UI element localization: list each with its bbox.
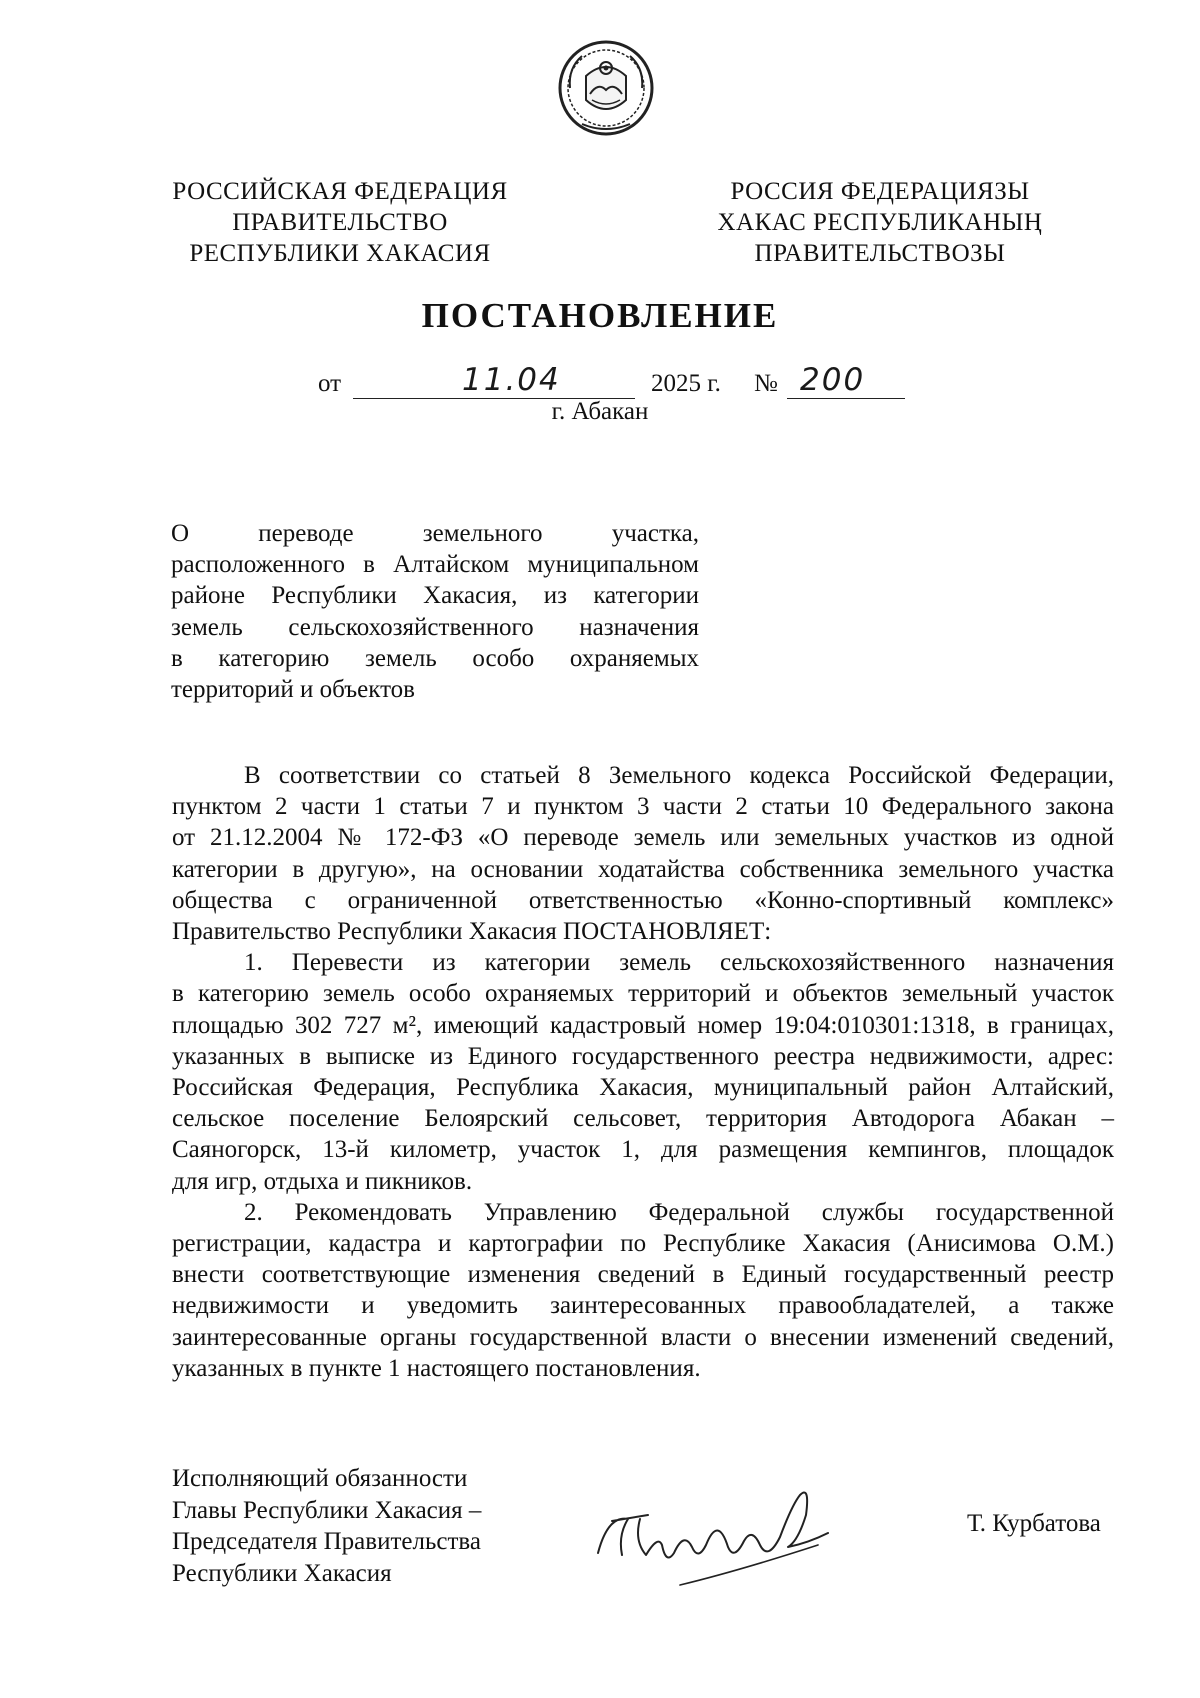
coat-of-arms-icon bbox=[556, 38, 656, 138]
body-line: в категорию земель особо охраняемых территорий и объектов земельный участок bbox=[172, 980, 1114, 1008]
body-line: указанных в пункте 1 настоящего постановления. bbox=[172, 1354, 701, 1382]
body-line: площадью 302 727 м², имеющий кадастровый номер 19:04:010301:1318, в границах, bbox=[172, 1011, 1114, 1039]
body-text bbox=[172, 760, 1114, 1384]
city: г. Абакан bbox=[551, 398, 649, 425]
subject-line: территорий и объектов bbox=[171, 676, 415, 704]
body-line: заинтересованные органы государственной власти о внесении изменений сведений, bbox=[172, 1323, 1114, 1351]
body-line: категории в другую», на основании ходатайства собственника земельного участка bbox=[172, 855, 1114, 883]
body-line: регистрации, кадастра и картографии по Республике Хакасия (Анисимова О.М.) bbox=[172, 1230, 1114, 1258]
document-title: ПОСТАНОВЛЕНИЕ bbox=[421, 296, 779, 335]
body-line: общества с ограниченной ответственностью «Конно-спортивный комплекс» bbox=[172, 886, 1114, 914]
handwritten-number: 200 bbox=[800, 362, 866, 398]
body-line: сельское поселение Белоярский сельсовет, территория Автодорога Абакан – bbox=[172, 1105, 1114, 1133]
header-right-line: ПРАВИТЕЛЬСТВОЗЫ bbox=[754, 240, 1006, 267]
subject-line: в категорию земель особо охраняемых bbox=[171, 644, 699, 672]
body-line: для игр, отдыха и пикников. bbox=[172, 1167, 473, 1195]
body-line: указанных в выписке из Единого государственного реестра недвижимости, адрес: bbox=[172, 1042, 1114, 1070]
signatory-title-line: Республики Хакасия bbox=[172, 1559, 392, 1587]
header-left-line: РОССИЙСКАЯ ФЕДЕРАЦИЯ bbox=[172, 178, 508, 205]
body-line: Правительство Республики Хакасия ПОСТАНОВЛЯЕТ: bbox=[172, 918, 772, 946]
header-left-line: РЕСПУБЛИКИ ХАКАСИЯ bbox=[189, 240, 491, 267]
body-line: внести соответствующие изменения сведений в Единый государственный реестр bbox=[172, 1261, 1114, 1289]
header-right-line: РОССИЯ ФЕДЕРАЦИЯЗЫ bbox=[730, 178, 1030, 205]
handwritten-signature bbox=[588, 1475, 858, 1595]
header-left-line: ПРАВИТЕЛЬСТВО bbox=[232, 209, 448, 236]
body-line: пунктом 2 части 1 статьи 7 и пунктом 3 части 2 статьи 10 Федерального закона bbox=[172, 793, 1114, 821]
body-line: Российская Федерация, Республика Хакасия, муниципальный район Алтайский, bbox=[172, 1074, 1114, 1102]
subject-line: расположенного в Алтайском муниципальном bbox=[171, 551, 699, 579]
signatory-title bbox=[172, 1463, 481, 1589]
header-right bbox=[690, 176, 1070, 269]
subject-block bbox=[171, 518, 699, 705]
body-line: от 21.12.2004 № 172-ФЗ «О переводе земель или земельных участков из одной bbox=[172, 824, 1114, 852]
body-line: недвижимости и уведомить заинтересованных правообладателей, а также bbox=[172, 1292, 1114, 1320]
body-line: В соответствии со статьей 8 Земельного кодекса Российской Федерации, bbox=[244, 762, 1114, 789]
signatory-title-line: Главы Республики Хакасия – bbox=[172, 1496, 482, 1524]
from-label: от bbox=[318, 370, 342, 397]
subject-line: О переводе земельного участка, bbox=[171, 520, 699, 547]
signatory-title-line: Исполняющий обязанности bbox=[172, 1465, 468, 1492]
number-label: № bbox=[754, 370, 778, 397]
body-line: 2. Рекомендовать Управлению Федеральной службы государственной bbox=[244, 1198, 1114, 1226]
signatory-name: Т. Курбатова bbox=[967, 1510, 1101, 1537]
handwritten-date: 11.04 bbox=[462, 362, 561, 398]
header-right-line: ХАКАС РЕСПУБЛИКАНЫҢ bbox=[717, 209, 1043, 236]
subject-line: земель сельскохозяйственного назначения bbox=[171, 613, 699, 641]
date-row bbox=[0, 360, 1200, 400]
body-line: 1. Перевести из категории земель сельскохозяйственного назначения bbox=[244, 949, 1114, 977]
subject-line: районе Республики Хакасия, из категории bbox=[171, 582, 699, 610]
signatory-title-line: Председателя Правительства bbox=[172, 1528, 481, 1555]
year-label: 2025 г. bbox=[651, 370, 721, 397]
header-left bbox=[150, 176, 530, 269]
body-line: Саяногорск, 13-й километр, участок 1, для размещения кемпингов, площадок bbox=[172, 1136, 1114, 1164]
